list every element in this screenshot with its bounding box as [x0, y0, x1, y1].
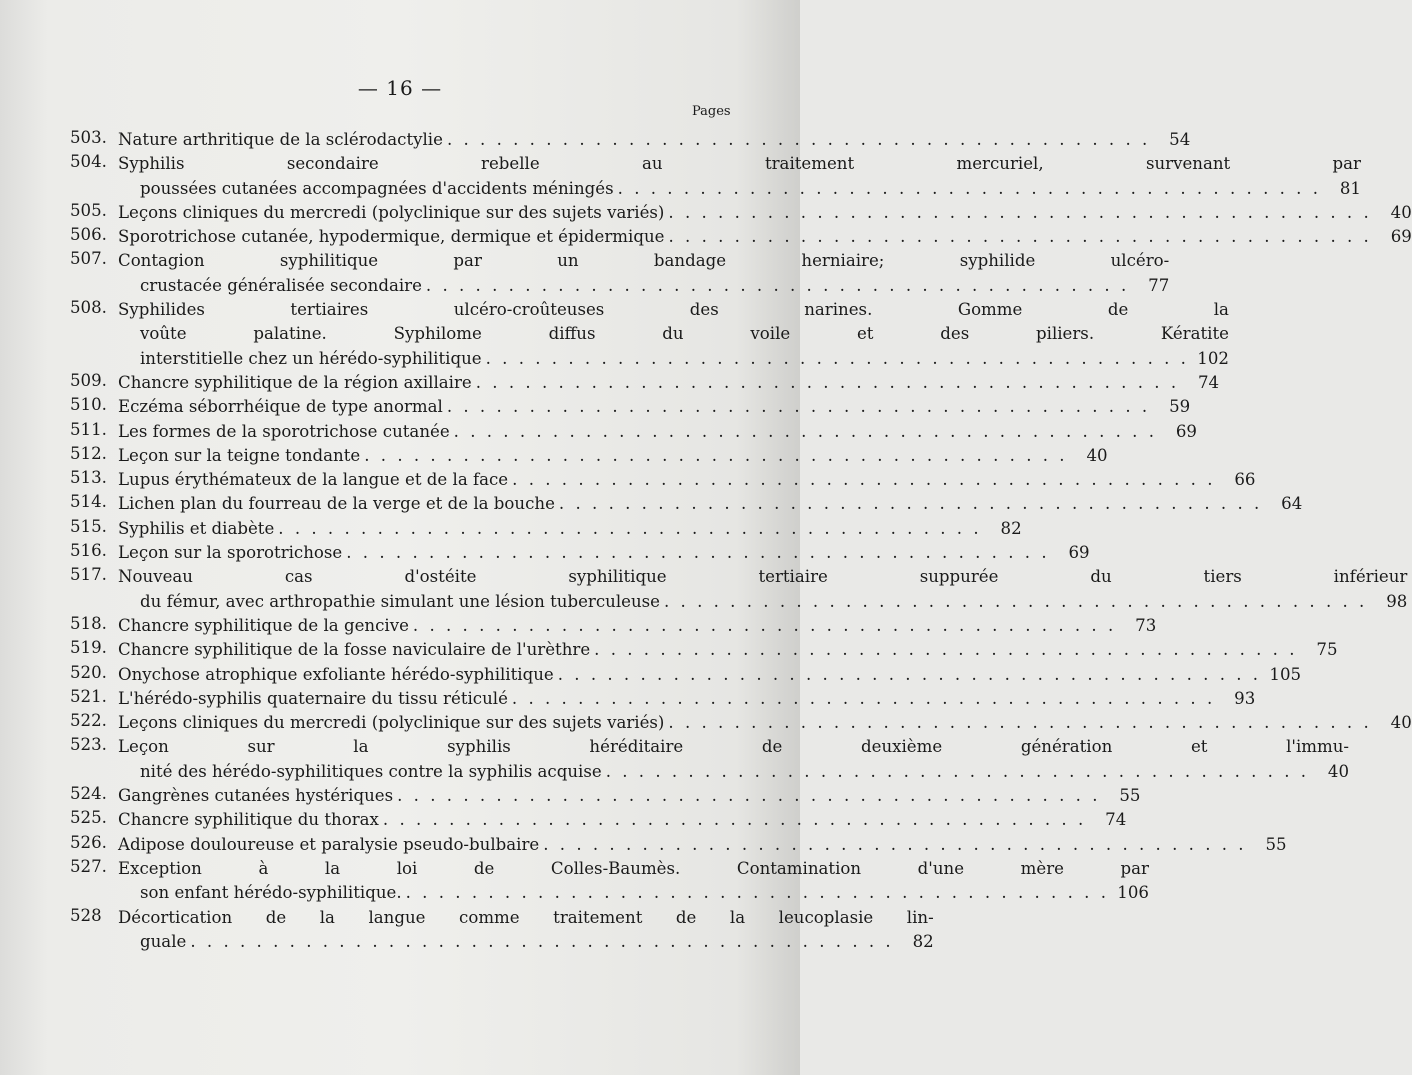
dot-leader [482, 347, 1189, 371]
page-number: — 16 — [357, 76, 443, 100]
entry-title-text: son enfant hérédo-syphilitique. [140, 883, 402, 903]
entry-number: 515. [70, 516, 107, 536]
dot-leader [186, 930, 893, 954]
toc-entry [70, 638, 1338, 662]
entry-title-text: Chancre syphilitique du thorax [118, 810, 379, 830]
entry-number: 510. [70, 395, 107, 415]
entry-number: 516. [70, 541, 107, 561]
entry-line: voûte palatine. Syphilome diffus du voile et des piliers. Kératite [140, 324, 1229, 344]
page-reference: 102 [1197, 348, 1229, 368]
entry-line [118, 760, 1349, 784]
entry-line [118, 663, 1301, 687]
toc-entry [70, 662, 1302, 687]
entry-line: Leçon sur la syphilis héréditaire de deuxième génération et l'immu- [118, 737, 1350, 757]
toc-entry [70, 856, 1149, 906]
entry-number: 514. [70, 492, 107, 512]
toc-entry [70, 468, 1256, 492]
toc-entry [70, 298, 1229, 371]
dot-leader [274, 517, 981, 541]
dot-leader [443, 395, 1150, 419]
table-of-contents [70, 128, 1412, 954]
entry-line [118, 395, 1190, 419]
toc-entry [70, 200, 1412, 225]
entry-line [118, 468, 1256, 492]
entry-title-text: Chancre syphilitique de la gencive [118, 615, 409, 635]
page-reference: 59 [1169, 397, 1191, 417]
entry-number: 509. [70, 370, 107, 390]
toc-entry [70, 565, 1408, 614]
entry-line [118, 808, 1126, 832]
entry-title-text: crustacée généralisée secondaire [140, 275, 422, 295]
entry-line [118, 638, 1338, 662]
toc-entry [70, 808, 1127, 832]
entry-number: 524. [70, 784, 107, 804]
entry-number: 517. [70, 565, 107, 585]
entry-line [118, 833, 1287, 857]
entry-title-text: Chancre syphilitique de la région axillaire [118, 372, 472, 392]
dot-leader [590, 638, 1297, 662]
entry-line [118, 274, 1169, 298]
toc-entry [70, 735, 1350, 784]
page-reference: 40 [1086, 445, 1108, 465]
entry-line [118, 881, 1149, 905]
entry-line [118, 517, 1022, 541]
entry-number: 507. [70, 249, 107, 269]
entry-line [118, 444, 1108, 468]
dot-leader [379, 808, 1086, 832]
entry-number: 525. [70, 808, 107, 828]
entry-title-text: Lichen plan du fourreau de la verge et de la bouche [118, 494, 555, 514]
toc-entry [70, 249, 1170, 298]
dot-leader [422, 274, 1129, 298]
dot-leader [443, 128, 1150, 152]
entry-number: 521. [70, 686, 107, 706]
page-reference: 66 [1234, 470, 1256, 490]
page-reference: 55 [1265, 834, 1287, 854]
entry-title-text: Sporotrichose cutanée, hypodermique, dermique et épidermique [118, 227, 665, 247]
dot-leader [472, 371, 1179, 395]
entry-line [118, 371, 1219, 395]
entry-line: Nouveau cas d'ostéite syphilitique tertiaire suppurée du tiers inférieur [118, 567, 1408, 587]
page-reference: 82 [1000, 518, 1022, 538]
dot-leader [360, 444, 1067, 468]
page-reference: 40 [1327, 761, 1350, 781]
toc-entry [70, 613, 1157, 638]
toc-entry [70, 370, 1220, 395]
entry-title-text: Leçons cliniques du mercredi (polyclinique sur des sujets variés) [118, 202, 665, 222]
entry-number: 526. [70, 832, 107, 852]
page-reference: 105 [1269, 664, 1302, 684]
page-reference: 106 [1117, 883, 1149, 903]
entry-number: 508. [70, 298, 107, 318]
toc-entry [70, 443, 1108, 468]
page-reference: 93 [1234, 688, 1256, 708]
dot-leader [664, 201, 1371, 225]
dot-leader [409, 614, 1116, 638]
entry-line [118, 201, 1412, 225]
entry-number: 518. [70, 613, 107, 633]
toc-entry [70, 541, 1090, 565]
page-reference: 75 [1316, 640, 1338, 660]
pages-column-label: Pages [692, 104, 731, 119]
entry-line [118, 492, 1302, 516]
entry-title-text: Adipose douloureuse et paralysie pseudo-bulbaire [118, 834, 540, 854]
entry-line [118, 930, 934, 954]
dot-leader [660, 590, 1367, 614]
entry-number: 523. [70, 735, 107, 755]
dot-leader [554, 663, 1261, 687]
toc-entry [70, 152, 1361, 201]
entry-number: 527. [70, 856, 107, 876]
entry-line [118, 687, 1255, 711]
entry-number: 520. [70, 662, 107, 682]
entry-line [118, 784, 1140, 808]
entry-number: 522. [70, 711, 107, 731]
dot-leader [664, 225, 1371, 249]
entry-title-text: Leçons cliniques du mercredi (polyclinique sur des sujets variés) [118, 713, 665, 733]
dot-leader [508, 687, 1215, 711]
toc-entry [70, 832, 1287, 857]
entry-line [118, 420, 1197, 444]
dot-leader [602, 760, 1309, 784]
entry-number: 505. [70, 200, 107, 220]
entry-title-text: interstitielle chez un hérédo-syphilitique [140, 348, 482, 368]
entry-title-text: Eczéma séborrhéique de type anormal [118, 397, 443, 417]
entry-number: 511. [70, 419, 107, 439]
page-reference: 73 [1135, 615, 1157, 635]
entry-line [118, 225, 1412, 249]
entry-line [118, 541, 1090, 565]
dot-leader [402, 881, 1109, 905]
toc-entry [70, 419, 1197, 444]
page-reference: 40 [1390, 713, 1412, 733]
toc-entry [70, 516, 1022, 541]
entry-title-text: Onychose atrophique exfoliante hérédo-syphilitique [118, 664, 554, 684]
dot-leader [664, 711, 1371, 735]
entry-line [118, 347, 1229, 371]
entry-title-text: nité des hérédo-syphilitiques contre la syphilis acquise [140, 761, 602, 781]
entry-number: 513. [70, 468, 107, 488]
dot-leader [508, 468, 1215, 492]
dot-leader [342, 541, 1049, 565]
entry-line [118, 614, 1156, 638]
page-reference: 40 [1390, 202, 1412, 222]
entry-title-text: Chancre syphilitique de la fosse naviculaire de l'urèthre [118, 640, 591, 660]
toc-entry [70, 711, 1412, 735]
toc-entry [70, 128, 1191, 152]
toc-entry [70, 686, 1256, 711]
entry-number: 503. [70, 128, 107, 147]
entry-title-text: poussées cutanées accompagnées d'accidents méningés [140, 178, 614, 198]
toc-entry [70, 784, 1141, 808]
toc-entry [70, 395, 1191, 419]
entry-number: 506. [70, 225, 107, 245]
entry-line: Syphilis secondaire rebelle au traitement mercuriel, survenant par [118, 154, 1361, 174]
page-reference: 64 [1281, 494, 1303, 514]
dot-leader [450, 420, 1157, 444]
dot-leader [614, 177, 1321, 201]
dot-leader [539, 833, 1246, 857]
page-reference: 81 [1339, 178, 1361, 198]
page-reference: 54 [1169, 130, 1191, 149]
entry-line: Contagion syphilitique par un bandage herniaire; syphilide ulcéro- [118, 251, 1170, 271]
entry-line: Décortication de la langue comme traitement de la leucoplasie lin- [118, 907, 934, 927]
entry-title-text: Leçon sur la teigne tondante [118, 445, 361, 465]
entry-number: 504. [70, 152, 107, 172]
entry-title-text: Nature arthritique de la sclérodactylie [118, 130, 443, 149]
toc-entry [70, 905, 934, 955]
page-reference: 69 [1068, 543, 1090, 563]
entry-line [118, 177, 1361, 201]
dot-leader [555, 492, 1262, 516]
entry-title-text: guale [140, 931, 187, 951]
toc-entry [70, 225, 1412, 249]
toc-entry [70, 492, 1303, 516]
page-reference: 77 [1148, 275, 1170, 295]
entry-title-text: Lupus érythémateux de la langue et de la face [118, 470, 509, 490]
page-reference: 82 [912, 931, 934, 951]
page-reference: 55 [1119, 786, 1141, 806]
entry-title-text: Syphilis et diabète [118, 518, 275, 538]
entry-line [118, 590, 1407, 614]
page-reference: 98 [1386, 591, 1408, 611]
entry-title-text: du fémur, avec arthropathie simulant une lésion tuberculeuse [140, 591, 660, 611]
entry-title-text: Gangrènes cutanées hystériques [118, 786, 394, 806]
entry-line: Exception à la loi de Colles-Baumès. Contamination d'une mère par [118, 858, 1149, 878]
entry-number: 512. [70, 443, 107, 463]
entry-line [118, 128, 1190, 152]
dot-leader [393, 784, 1100, 808]
page-reference: 74 [1197, 372, 1220, 392]
entry-number: 519. [70, 638, 107, 658]
entry-number: 528 [70, 905, 102, 925]
entry-title-text: L'hérédo-syphilis quaternaire du tissu réticulé [118, 688, 508, 708]
entry-line [118, 711, 1412, 735]
entry-line: Syphilides tertiaires ulcéro-croûteuses des narines. Gomme de la [118, 300, 1229, 320]
page-reference: 69 [1390, 227, 1412, 247]
entry-title-text: Leçon sur la sporotrichose [118, 543, 343, 563]
page-reference: 74 [1105, 810, 1127, 830]
entry-title-text: Les formes de la sporotrichose cutanée [118, 421, 450, 441]
page-reference: 69 [1175, 421, 1197, 441]
